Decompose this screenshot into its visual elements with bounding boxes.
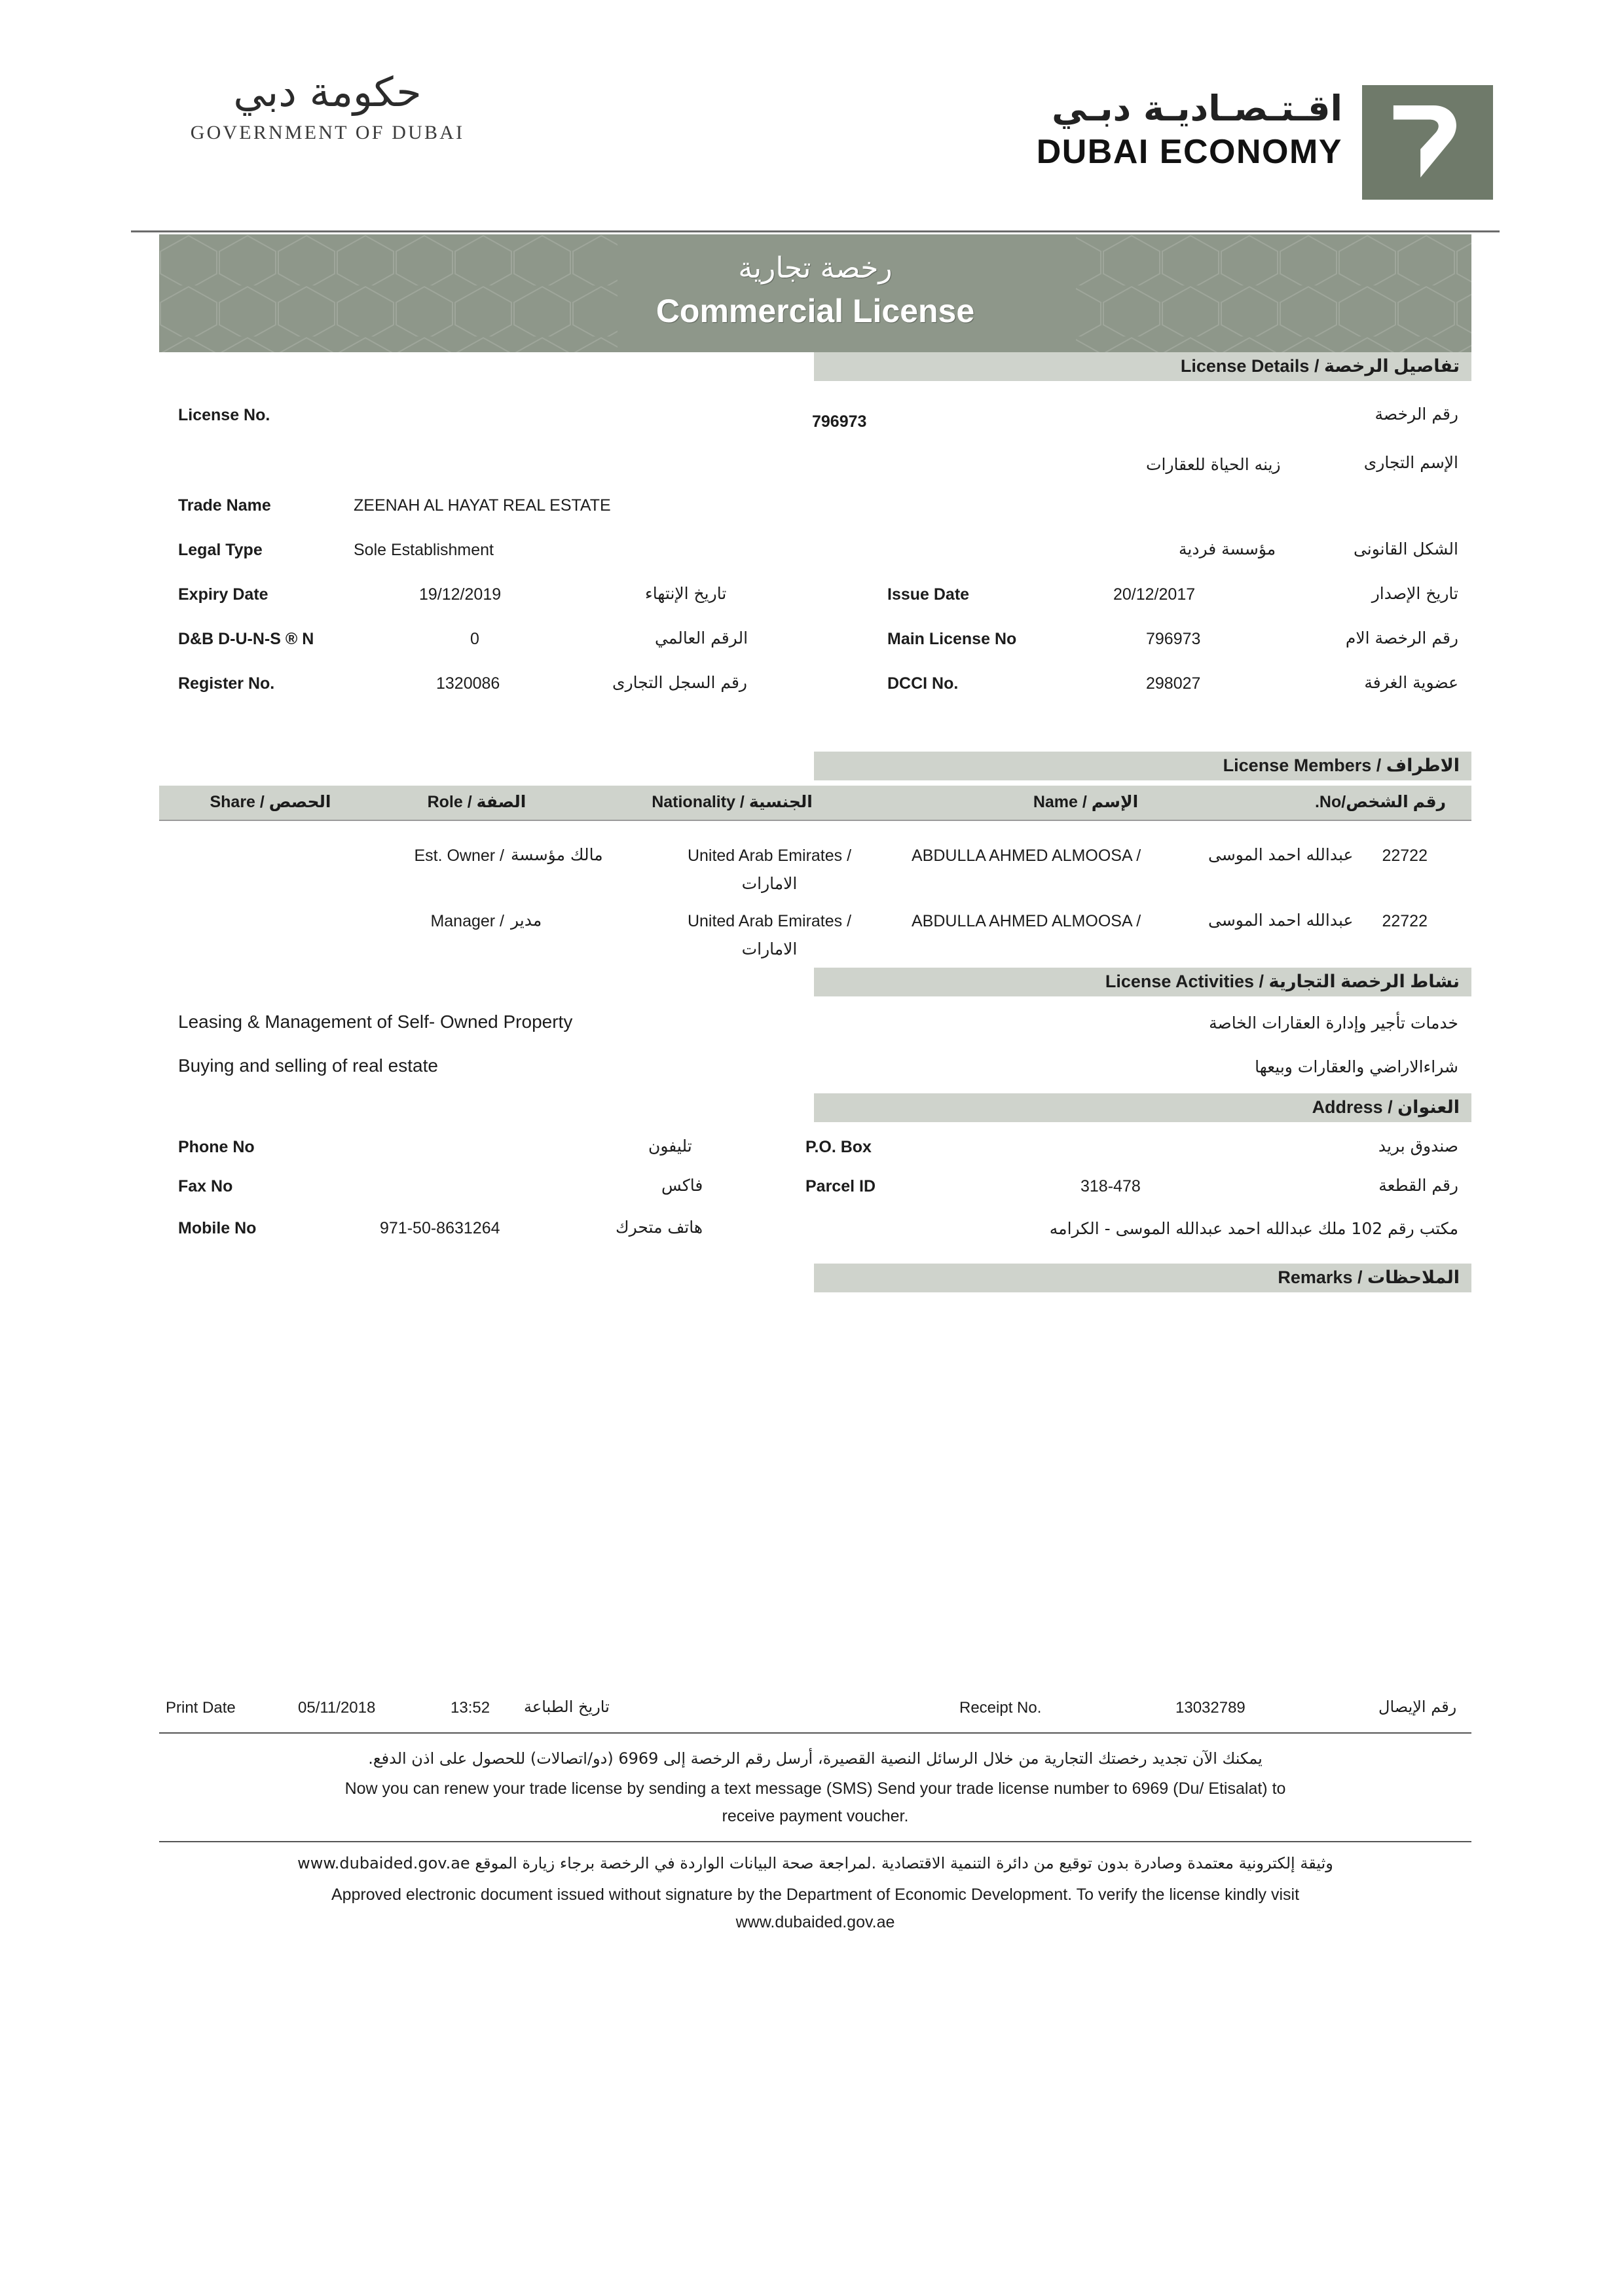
expiry-date-label-ar: تاريخ الإنتهاء: [645, 584, 727, 603]
section-license-details-label: تفاصيل الرخصة / License Details: [1180, 356, 1460, 376]
member-person-no: 22722: [1382, 912, 1428, 930]
dcci-no-value: 298027: [1146, 674, 1201, 693]
gov-logo-arabic: حكومة دبي: [233, 68, 422, 116]
main-license-value: 796973: [1146, 630, 1201, 648]
activity-1-ar: خدمات تأجير وإدارة العقارات الخاصة: [1209, 1013, 1458, 1032]
receipt-no-label: Receipt No.: [959, 1699, 1042, 1717]
government-of-dubai-logo: [170, 68, 485, 144]
section-license-members: [814, 752, 1471, 780]
dcci-no-label: DCCI No.: [887, 674, 959, 693]
expiry-date-label: Expiry Date: [178, 585, 268, 604]
fax-no-label-ar: فاكس: [661, 1176, 703, 1195]
activity-1-en: Leasing & Management of Self- Owned Property: [178, 1011, 573, 1032]
member-nationality-ar: الامارات: [741, 939, 798, 958]
dubai-economy-mark-icon: [1362, 85, 1493, 200]
member-name-en: ABDULLA AHMED ALMOOSA /: [912, 847, 1141, 865]
member-name-ar: عبدالله احمد الموسى: [1208, 845, 1354, 864]
print-date-value: 05/11/2018: [298, 1699, 376, 1717]
duns-value: 0: [470, 630, 479, 648]
parcel-id-value: 318-478: [1080, 1177, 1141, 1195]
section-address-label: العنوان / Address: [1312, 1097, 1460, 1117]
trade-name-value: ZEENAH AL HAYAT REAL ESTATE: [354, 496, 611, 515]
dubai-economy-arabic: اقـتـصـاديـة دبـي: [1052, 88, 1342, 129]
mobile-no-label-ar: هاتف متحرك: [616, 1218, 703, 1237]
section-license-details: [814, 352, 1471, 381]
duns-label-ar: الرقم العالمي: [655, 629, 748, 647]
phone-no-label-ar: تليفون: [648, 1137, 692, 1156]
document-header: [131, 46, 1500, 203]
header-divider: [131, 230, 1500, 232]
title-arabic: رخصة تجارية: [738, 251, 893, 285]
members-table-header: [159, 786, 1471, 820]
activity-2-en: Buying and selling of real estate: [178, 1055, 438, 1076]
gov-logo-english: GOVERNMENT OF DUBAI: [190, 122, 465, 143]
register-no-label-ar: رقم السجل التجارى: [612, 673, 747, 692]
member-name-ar: عبدالله احمد الموسى: [1208, 911, 1354, 930]
trade-name-label: Trade Name: [178, 496, 271, 515]
column-role: الصفة / Role: [427, 793, 526, 811]
po-box-label: P.O. Box: [805, 1138, 872, 1156]
members-header-rule: [159, 820, 1471, 821]
column-nationality: الجنسية / Nationality: [652, 793, 813, 811]
title-english: Commercial License: [655, 293, 975, 329]
title-band: [159, 234, 1471, 352]
register-no-value: 1320086: [436, 674, 500, 693]
member-role-ar: مدير: [511, 911, 542, 930]
sms-notice-ar: يمكنك الآن تجديد رخصتك التجارية من خلال الرسائل النصية القصيرة، أرسل رقم الرخصة إلى 6969 (دو/اتصالات) للحصول على اذن الدفع.: [368, 1749, 1263, 1768]
member-nationality-en: United Arab Emirates /: [687, 847, 852, 865]
po-box-label-ar: صندوق بريد: [1378, 1137, 1458, 1156]
footer-divider-2: [159, 1841, 1471, 1842]
parcel-id-label: Parcel ID: [805, 1177, 876, 1195]
member-role-en: Manager /: [430, 912, 504, 930]
footer-divider: [159, 1732, 1471, 1734]
receipt-no-value: 13032789: [1175, 1699, 1246, 1717]
verify-notice-en-line1: Approved electronic document issued without signature by the Department of Economic Development. To verify the license kindly visit: [331, 1886, 1300, 1904]
mobile-no-value: 971-50-8631264: [380, 1219, 500, 1237]
section-address: [814, 1093, 1471, 1122]
activity-2-ar: شراءالاراضي والعقارات وبيعها: [1255, 1057, 1458, 1076]
member-name-en: ABDULLA AHMED ALMOOSA /: [912, 912, 1141, 930]
legal-type-value: Sole Establishment: [354, 541, 494, 559]
member-role-en: Est. Owner /: [414, 847, 504, 865]
member-nationality-ar: الامارات: [741, 874, 798, 893]
license-no-value: 796973: [812, 412, 867, 431]
parcel-id-label-ar: رقم القطعة: [1378, 1176, 1458, 1195]
column-person-no: رقم الشخص/No.: [1314, 793, 1447, 811]
column-name: الإسم / Name: [1033, 793, 1139, 811]
print-time-value: 13:52: [451, 1699, 490, 1717]
section-license-activities: [814, 968, 1471, 996]
member-nationality-en: United Arab Emirates /: [687, 912, 852, 930]
member-person-no: 22722: [1382, 847, 1428, 865]
print-date-label-ar: تاريخ الطباعة: [524, 1698, 610, 1716]
expiry-date-value: 19/12/2019: [419, 585, 502, 604]
section-license-members-label: الاطراف / License Members: [1223, 756, 1460, 775]
issue-date-value: 20/12/2017: [1113, 585, 1196, 604]
legal-type-value-ar: مؤسسة فردية: [1179, 539, 1276, 558]
print-date-label: Print Date: [166, 1699, 236, 1717]
license-no-label: License No.: [178, 406, 270, 424]
section-license-activities-label: نشاط الرخصة التجارية / License Activities: [1105, 972, 1460, 991]
main-license-label-ar: رقم الرخصة الام: [1345, 629, 1458, 647]
dcci-no-label-ar: عضوية الغرفة: [1364, 673, 1458, 692]
dubai-economy-english: DUBAI ECONOMY: [1036, 133, 1342, 171]
sms-notice-en-line2: receive payment voucher.: [722, 1807, 909, 1825]
address-detail-ar: مكتب رقم 102 ملك عبدالله احمد عبدالله الموسى - الكرامه: [1049, 1219, 1458, 1238]
register-no-label: Register No.: [178, 674, 275, 693]
issue-date-label: Issue Date: [887, 585, 970, 604]
duns-label: D&B D-U-N-S ® N: [178, 630, 314, 648]
license-no-label-ar: رقم الرخصة: [1375, 405, 1458, 424]
verify-notice-ar: وثيقة إلكترونية معتمدة وصادرة بدون توقيع من دائرة التنمية الاقتصادية .لمراجعة صحة البيانات الواردة في الرخصة برجاء زيارة الموقع www.dubaided.gov.ae: [297, 1854, 1333, 1872]
issue-date-label-ar: تاريخ الإصدار: [1371, 584, 1458, 603]
trade-name-label-ar: الإسم التجارى: [1363, 453, 1458, 472]
swoosh-icon: [1388, 100, 1466, 185]
legal-type-label-ar: الشكل القانونى: [1353, 539, 1458, 558]
column-share: الحصص / Share: [210, 793, 331, 811]
verify-notice-en-line2: www.dubaided.gov.ae: [735, 1913, 895, 1931]
section-remarks: [814, 1264, 1471, 1292]
receipt-no-label-ar: رقم الإيصال: [1378, 1698, 1457, 1716]
trade-name-value-ar: زينه الحياة للعقارات: [1146, 455, 1281, 474]
member-role-ar: مالك مؤسسة: [511, 845, 603, 864]
fax-no-label: Fax No: [178, 1177, 233, 1195]
sms-notice-en-line1: Now you can renew your trade license by sending a text message (SMS) Send your trade license number to 6969 (Du/ Etisalat) to: [344, 1779, 1286, 1798]
main-license-label: Main License No: [887, 630, 1017, 648]
legal-type-label: Legal Type: [178, 541, 263, 559]
mobile-no-label: Mobile No: [178, 1219, 257, 1237]
dubai-economy-logo: [845, 85, 1500, 203]
phone-no-label: Phone No: [178, 1138, 255, 1156]
section-remarks-label: الملاحظات / Remarks: [1278, 1267, 1460, 1287]
